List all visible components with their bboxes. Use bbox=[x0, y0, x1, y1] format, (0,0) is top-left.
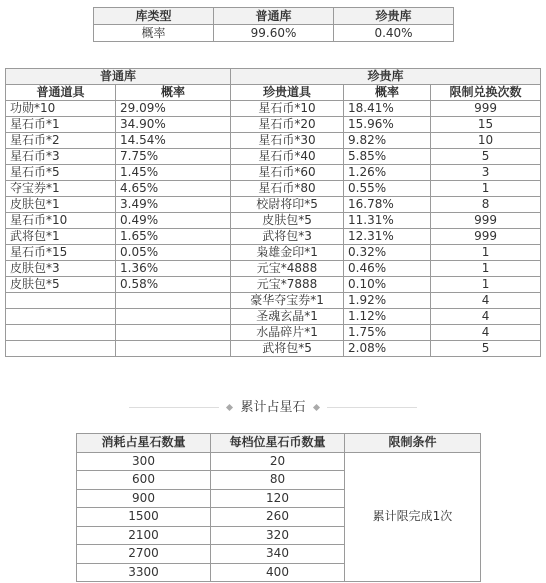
table-row bbox=[6, 277, 541, 293]
precious-item-name: 豪华夺宝券*1 bbox=[231, 293, 344, 309]
table-row bbox=[6, 245, 541, 261]
summary-cell: 概率 bbox=[94, 25, 214, 42]
summary-row bbox=[94, 25, 454, 42]
consumed-amount: 300 bbox=[77, 452, 211, 471]
reward-amount: 120 bbox=[211, 489, 345, 508]
summary-header: 普通库 bbox=[214, 8, 334, 25]
precious-item-limit: 3 bbox=[431, 165, 541, 181]
table-row bbox=[6, 309, 541, 325]
column-header: 限制条件 bbox=[345, 434, 481, 453]
table-row bbox=[6, 229, 541, 245]
precious-item-name: 元宝*4888 bbox=[231, 261, 344, 277]
table-row bbox=[6, 325, 541, 341]
precious-item-name: 水晶碎片*1 bbox=[231, 325, 344, 341]
precious-item-name: 星石币*20 bbox=[231, 117, 344, 133]
precious-item-probability: 18.41% bbox=[344, 101, 431, 117]
precious-item-name: 星石币*60 bbox=[231, 165, 344, 181]
column-header: 消耗占星石数量 bbox=[77, 434, 211, 453]
precious-item-limit: 8 bbox=[431, 197, 541, 213]
reward-amount: 320 bbox=[211, 526, 345, 545]
precious-item-probability: 15.96% bbox=[344, 117, 431, 133]
consumed-amount: 2700 bbox=[77, 545, 211, 564]
precious-item-probability: 0.32% bbox=[344, 245, 431, 261]
normal-item-probability bbox=[116, 325, 231, 341]
reward-amount: 400 bbox=[211, 563, 345, 582]
cumulative-reward-table bbox=[76, 433, 481, 582]
normal-item-name: 星石币*5 bbox=[6, 165, 116, 181]
precious-item-probability: 0.46% bbox=[344, 261, 431, 277]
column-header: 每档位星石币数量 bbox=[211, 434, 345, 453]
precious-item-name: 星石币*10 bbox=[231, 101, 344, 117]
normal-item-probability: 7.75% bbox=[116, 149, 231, 165]
consumed-amount: 900 bbox=[77, 489, 211, 508]
normal-item-probability: 0.58% bbox=[116, 277, 231, 293]
normal-item-name: 星石币*15 bbox=[6, 245, 116, 261]
consumed-amount: 1500 bbox=[77, 508, 211, 527]
column-header: 限制兑换次数 bbox=[431, 85, 541, 101]
precious-pool-title: 珍贵库 bbox=[231, 69, 541, 85]
normal-pool-title: 普通库 bbox=[6, 69, 231, 85]
consumed-amount: 2100 bbox=[77, 526, 211, 545]
precious-item-name: 星石币*30 bbox=[231, 133, 344, 149]
consumed-amount: 3300 bbox=[77, 563, 211, 582]
normal-item-name: 皮肤包*1 bbox=[6, 197, 116, 213]
normal-item-probability: 0.05% bbox=[116, 245, 231, 261]
table-row bbox=[6, 261, 541, 277]
column-header: 概率 bbox=[116, 85, 231, 101]
normal-item-probability: 14.54% bbox=[116, 133, 231, 149]
precious-item-probability: 1.26% bbox=[344, 165, 431, 181]
precious-item-probability: 1.75% bbox=[344, 325, 431, 341]
precious-item-limit: 999 bbox=[431, 101, 541, 117]
summary-cell: 99.60% bbox=[214, 25, 334, 42]
precious-item-limit: 1 bbox=[431, 277, 541, 293]
precious-item-name: 校尉将印*5 bbox=[231, 197, 344, 213]
normal-item-name bbox=[6, 309, 116, 325]
normal-item-name: 星石币*3 bbox=[6, 149, 116, 165]
precious-item-name: 星石币*80 bbox=[231, 181, 344, 197]
normal-item-name: 皮肤包*5 bbox=[6, 277, 116, 293]
cumulative-header-row bbox=[77, 434, 481, 453]
divider-line bbox=[129, 407, 219, 408]
normal-item-name: 星石币*1 bbox=[6, 117, 116, 133]
precious-item-probability: 12.31% bbox=[344, 229, 431, 245]
precious-item-name: 星石币*40 bbox=[231, 149, 344, 165]
summary-cell: 0.40% bbox=[334, 25, 454, 42]
reward-amount: 340 bbox=[211, 545, 345, 564]
pool-items-table bbox=[5, 68, 541, 357]
precious-item-limit: 999 bbox=[431, 229, 541, 245]
table-row bbox=[6, 165, 541, 181]
table-row bbox=[6, 293, 541, 309]
reward-amount: 260 bbox=[211, 508, 345, 527]
divider-line bbox=[327, 407, 417, 408]
pool-header-row bbox=[6, 85, 541, 101]
precious-item-name: 皮肤包*5 bbox=[231, 213, 344, 229]
precious-item-name: 武将包*3 bbox=[231, 229, 344, 245]
table-row bbox=[6, 101, 541, 117]
table-row bbox=[6, 149, 541, 165]
normal-item-probability bbox=[116, 309, 231, 325]
normal-item-probability: 4.65% bbox=[116, 181, 231, 197]
section-title: 累计占星石 bbox=[240, 400, 306, 415]
normal-item-name: 星石币*10 bbox=[6, 213, 116, 229]
precious-item-limit: 1 bbox=[431, 245, 541, 261]
normal-item-name bbox=[6, 341, 116, 357]
table-row bbox=[6, 117, 541, 133]
column-header: 概率 bbox=[344, 85, 431, 101]
summary-header: 珍贵库 bbox=[334, 8, 454, 25]
normal-item-name bbox=[6, 325, 116, 341]
precious-item-probability: 5.85% bbox=[344, 149, 431, 165]
normal-item-probability: 0.49% bbox=[116, 213, 231, 229]
precious-item-limit: 5 bbox=[431, 149, 541, 165]
table-row bbox=[6, 213, 541, 229]
normal-item-name: 武将包*1 bbox=[6, 229, 116, 245]
table-row bbox=[77, 452, 481, 471]
precious-item-limit: 1 bbox=[431, 181, 541, 197]
normal-item-name: 功勋*10 bbox=[6, 101, 116, 117]
precious-item-probability: 2.08% bbox=[344, 341, 431, 357]
precious-item-probability: 1.12% bbox=[344, 309, 431, 325]
precious-item-probability: 1.92% bbox=[344, 293, 431, 309]
precious-item-name: 武将包*5 bbox=[231, 341, 344, 357]
column-header: 珍贵道具 bbox=[231, 85, 344, 101]
normal-item-name: 夺宝券*1 bbox=[6, 181, 116, 197]
summary-header-row bbox=[94, 8, 454, 25]
precious-item-limit: 4 bbox=[431, 325, 541, 341]
precious-item-probability: 16.78% bbox=[344, 197, 431, 213]
precious-item-probability: 0.10% bbox=[344, 277, 431, 293]
table-row bbox=[6, 181, 541, 197]
table-row bbox=[6, 133, 541, 149]
precious-item-limit: 4 bbox=[431, 293, 541, 309]
limit-condition: 累计限完成1次 bbox=[345, 452, 481, 582]
section-divider bbox=[0, 398, 546, 418]
precious-item-probability: 0.55% bbox=[344, 181, 431, 197]
summary-header: 库类型 bbox=[94, 8, 214, 25]
precious-item-limit: 15 bbox=[431, 117, 541, 133]
normal-item-probability: 3.49% bbox=[116, 197, 231, 213]
normal-item-probability: 1.45% bbox=[116, 165, 231, 181]
table-row bbox=[6, 341, 541, 357]
normal-item-probability: 1.36% bbox=[116, 261, 231, 277]
normal-item-probability: 1.65% bbox=[116, 229, 231, 245]
precious-item-probability: 11.31% bbox=[344, 213, 431, 229]
pool-summary-table bbox=[93, 7, 454, 42]
normal-item-probability bbox=[116, 293, 231, 309]
diamond-icon bbox=[226, 404, 233, 411]
precious-item-limit: 1 bbox=[431, 261, 541, 277]
precious-item-name: 枭雄金印*1 bbox=[231, 245, 344, 261]
reward-amount: 80 bbox=[211, 471, 345, 490]
normal-item-name: 星石币*2 bbox=[6, 133, 116, 149]
normal-item-name: 皮肤包*3 bbox=[6, 261, 116, 277]
precious-item-limit: 5 bbox=[431, 341, 541, 357]
cumulative-body bbox=[77, 452, 481, 582]
normal-item-probability: 34.90% bbox=[116, 117, 231, 133]
normal-item-probability bbox=[116, 341, 231, 357]
precious-item-name: 圣魂玄晶*1 bbox=[231, 309, 344, 325]
diamond-icon bbox=[313, 404, 320, 411]
normal-item-name bbox=[6, 293, 116, 309]
precious-item-name: 元宝*7888 bbox=[231, 277, 344, 293]
precious-item-limit: 4 bbox=[431, 309, 541, 325]
pool-title-row bbox=[6, 69, 541, 85]
precious-item-probability: 9.82% bbox=[344, 133, 431, 149]
reward-amount: 20 bbox=[211, 452, 345, 471]
table-row bbox=[6, 197, 541, 213]
consumed-amount: 600 bbox=[77, 471, 211, 490]
column-header: 普通道具 bbox=[6, 85, 116, 101]
normal-item-probability: 29.09% bbox=[116, 101, 231, 117]
precious-item-limit: 999 bbox=[431, 213, 541, 229]
precious-item-limit: 10 bbox=[431, 133, 541, 149]
pool-body bbox=[6, 101, 541, 357]
